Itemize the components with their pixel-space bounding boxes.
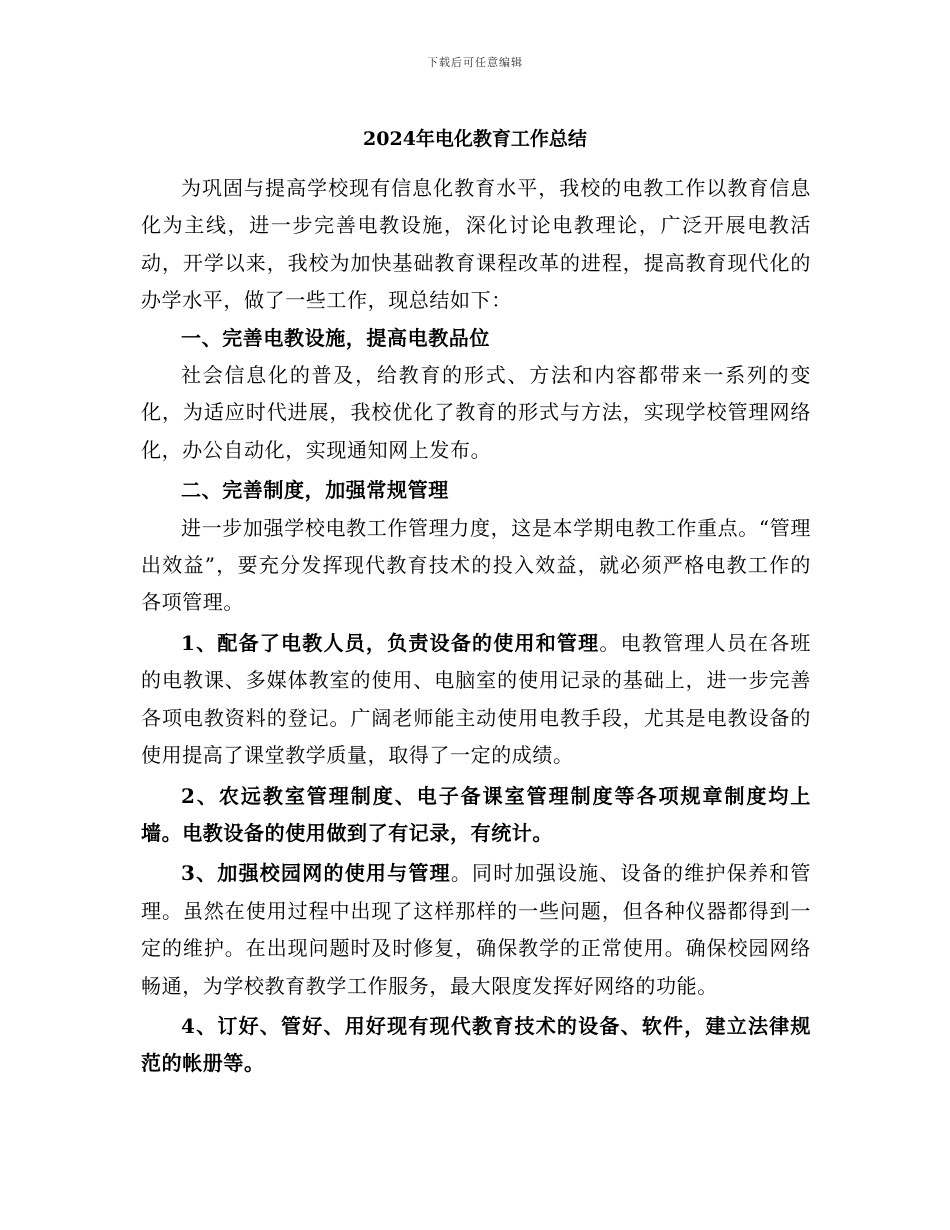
section1-paragraph: 社会信息化的普及，给教育的形式、方法和内容都带来一系列的变化，为适应时代进展，我校优化了教育的形式与方法，实现学校管理网络化，办公自动化，实现通知网上发布。	[141, 363, 811, 462]
header-note: 下载后可任意编辑	[427, 56, 523, 69]
item1-paragraph	[141, 625, 811, 775]
item3-paragraph	[141, 855, 811, 1005]
item1-lead: 1、配备了电教人员，负责设备的使用和管理	[181, 630, 600, 655]
document-body	[141, 170, 811, 1083]
item2-paragraph: 2、农远教室管理制度、电子备课室管理制度等各项规章制度均上墙。电教设备的使用做到了有记录，有统计。	[141, 783, 811, 845]
item3-text: 。同时加强设施、设备的维护保养和管理。虽然在使用过程中出现了这样那样的一些问题，但各种仪器都得到一定的维护。在出现问题时及时修复，确保教学的正常使用。确保校园网络畅通，为学校教育教学工作服务，最大限度发挥好网络的功能。	[141, 861, 812, 998]
document-title: 2024年电化教育工作总结	[363, 128, 587, 150]
item1-text: 。电教管理人员在各班的电教课、多媒体教室的使用、电脑室的使用记录的基础上，进一步完善各项电教资料的登记。广阔老师能主动使用电教手段，尤其是电教设备的使用提高了课堂教学质量，取得了一定的成绩。	[141, 630, 812, 768]
section1-heading: 一、完善电教设施，提高电教品位	[181, 325, 490, 350]
item4-paragraph: 4、订好、管好、用好现有现代教育技术的设备、软件，建立法律规范的帐册等。	[141, 1013, 811, 1076]
item3-lead: 3、加强校园网的使用与管理	[181, 861, 451, 886]
section2-heading: 二、完善制度，加强常规管理	[181, 478, 449, 503]
intro-paragraph: 为巩固与提高学校现有信息化教育水平，我校的电教工作以教育信息化为主线，进一步完善电教设施，深化讨论电教理论，广泛开展电教活动，开学以来，我校为加快基础教育课程改革的进程，提高教育现代化的办学水平，做了一些工作，现总结如下：	[141, 176, 811, 313]
section2-paragraph: 进一步加强学校电教工作管理力度，这是本学期电教工作重点。“管理出效益”，要充分发挥现代教育技术的投入效益，就必须严格电教工作的各项管理。	[141, 515, 811, 615]
